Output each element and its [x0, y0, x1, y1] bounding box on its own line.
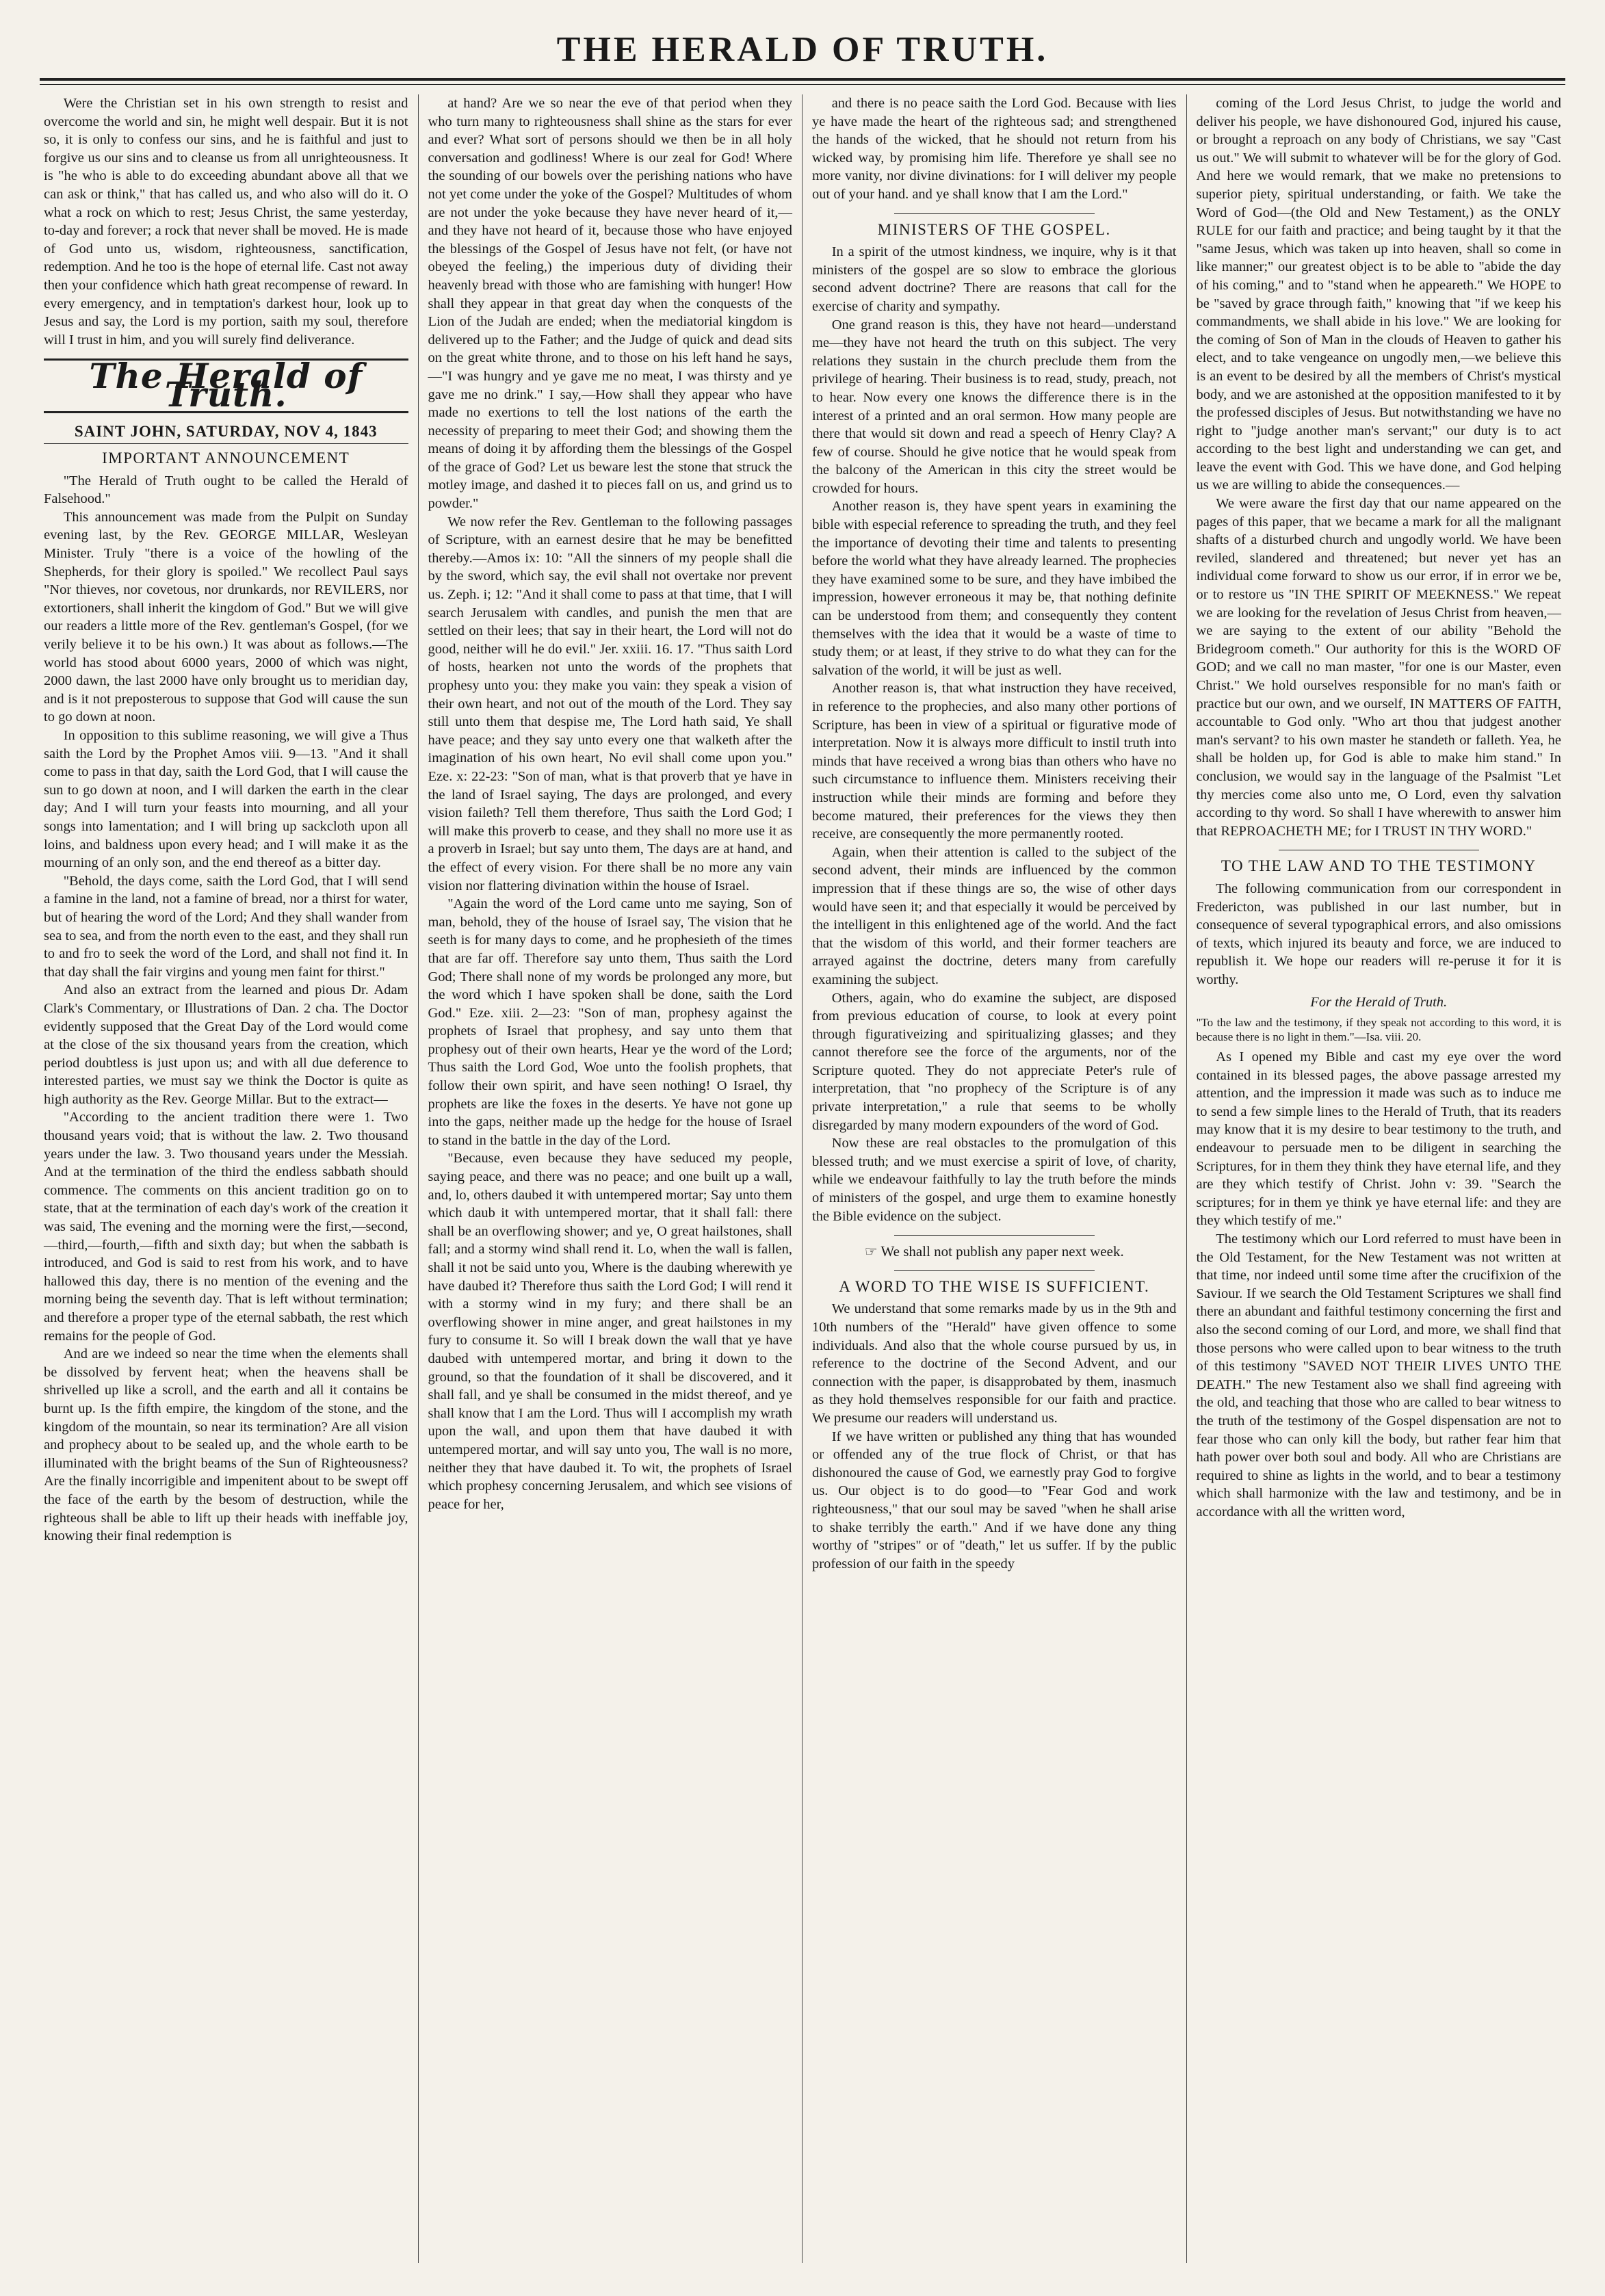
paragraph: "Behold, the days come, saith the Lord God, that I will send a famine in the land, not a famine of bread, nor a thirst for water, but of hearing the word of the Lord; And they shall wander from sea to sea, and from the north even to the east, and they shall run to and fro to seek the word of the Lord, and shall not find it. In that day shall the fair virgins and young men faint for thirst." — [44, 873, 408, 980]
paragraph: at hand? Are we so near the eve of that period when they who turn many to righteousness shall shine as the stars for ever and ever? What sort of persons should we then be in all holy conversation and godliness! Where is our zeal for God! Where the sounding of our bowels over the perishing nations who have not yet come under the yoke of the Gospel? Multitudes of whom are not under the yoke because they have never heard of it,—and they have not heard of it, because those who have enjoyed the blessings of the Gospel of Jesus have not felt, (or have not obeyed the feeling,) the imperious duty of dividing their heavenly bread with those who are famishing with hunger! How shall they appear in that great day when the conquests of the Lion of the Judah are ended; when the mediatorial kingdom is delivered up to the Father; and the Judge of quick and dead sits on the great white throne, and to those on his left hand he says,—"I was hungry and ye gave me no meat, I was thirsty and ye gave me no drink." I say,—How shall they appear who have made no exertions to tell the lost nations of the earth the necessity of preparing to meet their God; and showing them the means of doing it by affording them the blessings of the Gospel of the grace of God? Let us beware lest the stone that struck the motley image, and dashed it to pieces fall on us, and grind us to powder." — [428, 96, 792, 512]
column-4 — [1187, 94, 1571, 2263]
masthead-block — [44, 358, 408, 413]
paragraph: coming of the Lord Jesus Christ, to judge the world and deliver his people, we have dishonoured God, injured his cause, or brought a reproach on any body of Christians, we say "Cast us out." We will submit to whatever will be for the glory of God. And here we would remark, that we make no pretensions to superior piety, spiritual understanding, or faith. We take the Word of God—(the Old and New Testament,) as the ONLY RULE for our faith and practice; and being taught by it that the "same Jesus, which was taken up into heaven, shall so come in like manner;" our greatest object is to be able to "abide the day of his coming," and to "stand when he appeareth." We HOPE to be "saved by grace through faith," knowing that "if we keep his commandments, we shall abide in his love." We are looking for the coming of Son of Man in the clouds of Heaven to gather his elect, and to take vengeance on ungodly men,—we believe this is an event to be desired by all the members of Christ's mystical body, and we are astonished at the opposition manifested to it by the professed disciples of Jesus. But notwithstanding we have no right to "judge another man's servant;" our duty is to act according to the best light and understanding we can get, and leave the event with God. This we have done, and God helping us we are willing to abide the consequences.— — [1196, 96, 1561, 493]
paragraph: In a spirit of the utmost kindness, we inquire, why is it that ministers of the gospel are so slow to embrace the glorious second advent doctrine? There are reasons that call for the exercise of charity and sympathy. — [812, 244, 1177, 314]
paragraph: The following communication from our correspondent in Fredericton, was published in our last number, but in consequence of several typographical errors, and also omissions of texts, which injured its beauty and force, we are induced to republish it. We hope our readers will re-peruse it for it is worthy. — [1196, 880, 1561, 987]
paragraph: In opposition to this sublime reasoning, we will give a Thus saith the Lord by the Prophet Amos viii. 9—13. "And it shall come to pass in that day, saith the Lord God, that I will cause the sun to go down at noon, and I will darken the earth in the clear day; And I will turn your feasts into mourning, and all your songs into lamentation; and I will bring up sackcloth upon all loins, and baldness upon every head; and I will make it as the mourning of an only son, and the end thereof as a bitter day. — [44, 728, 408, 871]
section-rule — [894, 1235, 1095, 1236]
paragraph: Again, when their attention is called to the subject of the second advent, their minds are influenced by the common impression that if these things are so, the wise of other days would have seen it; and that especially it would be perceived by the intelligent in this enlightened age of the world. And the fact that the wisdom of this world, and their former teachers are arrayed against the doctrine, deters many from carefully examining the subject. — [812, 844, 1177, 987]
paragraph: This announcement was made from the Pulpit on Sunday evening last, by the Rev. GEORGE MILLAR, Wesleyan Minister. Truly "there is a voice of the howling of the Shepherds, for their glory is spoiled." We recollect Paul says "Nor thieves, nor covetous, nor drunkards, nor REVILERS, nor extortioners, shall inherit the kingdom of God." But we will give our readers a little more of the Rev. gentleman's Gospel, (for we verily believe it to be his own.) It was about as follows.—The world has stood about 6000 years, 2000 of which was night, 2000 dawn, the last 2000 have only brought us to meridian day, and is it not preposterous to suppose that God will cause the sun to go down at noon. — [44, 509, 408, 725]
paragraph: And are we indeed so near the time when the elements shall be dissolved by fervent heat; when the heavens shall be shrivelled up like a scroll, and the earth and all it contains be burnt up. Is the fifth empire, the kingdom of the stone, and the kingdom of the mountain, so near its termination? Are all vision and prophecy about to be sealed up, and the whole earth to be illuminated with the bright beams of the Sun of Righteousness? Are the finally incorrigible and impenitent about to be swept off the face of the earth by the besom of destruction, while the righteous shall be able to lift up their heads with ineffable joy, knowing their final redemption is — [44, 1346, 408, 1544]
section-rule — [894, 213, 1095, 214]
section-rule — [894, 1270, 1095, 1271]
column-3 — [802, 94, 1187, 2263]
columns — [34, 94, 1571, 2263]
paragraph: Were the Christian set in his own strength to resist and overcome the world and sin, he might well despair. But it is not so, it is only to confess our sins, and he is faithful and just to forgive us our sins and to cleanse us from all unrighteousness. It is "he who is able to do exceeding abundant above all that we can ask or think," that has called us, and who also will do it. O what a rock on which to rest; Jesus Christ, the same yesterday, to-day and forever; a rock that never shall be moved. He is made of God unto us, wisdom, righteousness, sanctification, redemption. And he too is the hope of eternal life. Cast not away then your confidence which hath great recompense of reward. In every emergency, and in temptation's darkest hour, look up to Jesus and say, the Lord is my portion, saith my soul, therefore will I trust in him, and you will surely find deliverance. — [44, 96, 408, 348]
motto: "To the law and the testimony, if they speak not according to this word, it is because there is no light in them."—Isa. viii. 20. — [1196, 1016, 1561, 1044]
paragraph: We now refer the Rev. Gentleman to the following passages of Scripture, with an earnest desire that he may be benefitted thereby.—Amos ix: 10: "All the sinners of my people shall die by the sword, which say, the evil shall not overtake nor prevent us. Zeph. i; 12: "And it shall come to pass at that time, that I will search Jerusalem with candles, and punish the men that are settled on their lees; that say in their heart, the Lord will not do good, neither will he do evil." Jer. xxiii. 16. 17. "Thus saith Lord of hosts, hearken not unto the words of the prophets that prophesy unto you: they make you vain: they speak a vision of their own heart, and not out of the mouth of the Lord. They say still unto them that despise me, The Lord hath said, Ye shall have peace; and they say unto every one that walketh after the imagination of his own heart, No evil shall come upon you." Eze. x: 22-23: "Son of man, what is that proverb that ye have in the land of Israel saying, The days are prolonged, and every vision faileth? Tell them therefore, Thus saith the Lord God; I will make this proverb to cease, and they shall no more use it as a proverb in Israel; but say unto them, The days are at hand, and the effect of every vision. For there shall be no more any vain vision nor flattering divination within the house of Israel. — [428, 514, 792, 893]
paragraph: And also an extract from the learned and pious Dr. Adam Clark's Commentary, or Illustrations of Dan. 2 cha. The Doctor evidently supposed that the Great Day of the Lord would come at the close of the six thousand years from the creation, which period doubtless is just upon us; and with all due deference to interested parties, we must say we think the Doctor is quite as high authority as the Rev. George Millar. But to the extract— — [44, 982, 408, 1107]
paragraph: and there is no peace saith the Lord God. Because with lies ye have made the heart of the righteous sad; and strengthened the hands of the wicked, that he should not return from his wicked way, by promising him life. Therefore ye shall see no more vanity, nor divine divinations: for I will deliver my people out of your hand. and ye shall know that I am the Lord." — [812, 96, 1177, 202]
paragraph: Another reason is, that what instruction they have received, in reference to the prophecies, and also many other portions of Scripture, has been in view of a spiritual or figurative mode of interpretation. Now it is always more difficult to instil truth into minds that have received a wrong bias than others who have no such circumstance to influence them. Ministers receiving their instruction while their minds are forming and before they become matured, their preferences for the views they then receive, are consequently the more permanently rooted. — [812, 681, 1177, 842]
notice: ☞ We shall not publish any paper next week. — [864, 1243, 1124, 1260]
paragraph: "Because, even because they have seduced my people, saying peace, and there was no peace; and one built up a wall, and, lo, others daubed it with untempered mortar; Say unto them which daub it with untempered mortar, that it shall fall: there shall be an overflowing shower; and ye, O great hailstones, shall fall; and a stormy wind shall rend it. Lo, when the wall is fallen, shall it not be said unto you, Where is the daubing wherewith ye have daubed it? Therefore thus saith the Lord God; I will rend it with a stormy wind in my fury; and there shall be an overflowing shower in mine anger, and great hailstones in my fury to consume it. So will I break down the wall that ye have daubed with untempered mortar, and bring it down to the ground, so that the foundation of it shall be discovered, and it shall fall, and ye shall be consumed in the midst thereof, and ye shall know that I am the Lord. Thus will I accomplish my wrath upon the wall, and upon them that have daubed it with untempered mortar, and will say unto you, The wall is no more, neither they that have daubed it. To wit, the prophets of Israel which prophesy concerning Jerusalem, and which see visions of peace for her, — [428, 1151, 792, 1512]
paragraph: As I opened my Bible and cast my eye over the word contained in its blessed pages, the above passage arrested my attention, and the impression it made was such as to induce me to send a few simple lines to the Herald of Truth, that its readers may know that it is my desire to bear testimony to the truth, and endeavour to persuade men to be diligent in searching the Scriptures, for in them they think they have eternal life, and they are they which testify of Christ. John v: 39. "Search the scriptures; for in them ye think ye have eternal life: and they are they which testify of me." — [1196, 1049, 1561, 1229]
section-title: A WORD TO THE WISE IS SUFFICIENT. — [839, 1277, 1150, 1295]
running-head: THE HERALD OF TRUTH. — [556, 30, 1049, 69]
head-rule — [40, 78, 1565, 85]
paragraph: The testimony which our Lord referred to must have been in the Old Testament, for the New Testament was not written at that time, nor indeed until some time after the crucifixion of the Saviour. If we search the Old Testament Scriptures we shall find there an abundant and faithful testimony concerning the first and also the second coming of our Lord, and more, we shall find that those persons who were called upon to bear witness to the truth of this testimony "SAVED NOT THEIR LIVES UNTO THE DEATH." The new Testament also we shall find agreeing with the old, and teaching that those who are called to bear witness to the truth of the testimony of the Gospel dispensation are not to fear those who can only kill the body, but rather fear him that hath power over both soul and body. All who are Christians are required to shine as lights in the world, and to bear a testimony which shall harmonize with the law and testimony, and be in accordance with all the written word, — [1196, 1231, 1561, 1519]
paragraph: Now these are real obstacles to the promulgation of this blessed truth; and we must exercise a spirit of love, of charity, while we endeavour faithfully to lay the truth before the minds of ministers of the gospel, and urge them to examine honestly the Bible evidence on the subject. — [812, 1136, 1177, 1224]
paragraph: One grand reason is this, they have not heard—understand me—they have not heard the truth on this subject. The very relations they sustain in the church preclude them from the privilege of hearing. Their business is to read, study, preach, not to hear. Now every one knows the difference there is in the interest of a printed and an oral sermon. How many people are there that would sit down and read a speech of Henry Clay? A few of course. Should he give notice that he would speak from the balcony of the American in this city the street would be crowded for hours. — [812, 317, 1177, 496]
column-2 — [419, 94, 803, 2263]
paragraph: Another reason is, they have spent years in examining the bible with especial reference to spreading the truth, and they feel the importance of devoting their time and talents to presenting before the world what they have already learned. The prophecies they have examined some to be sure, and they have imbibed the impression, however erroneous it may be, that nothing definite can be understood from them; and consequently they content themselves with the idea that it would be a waste of time to study them; or at least, if they strive to do what they can for the salvation of the world, it will be just as well. — [812, 499, 1177, 678]
section-title: MINISTERS OF THE GOSPEL. — [877, 220, 1111, 238]
paragraph: Others, again, who do examine the subject, are disposed from previous education of course, to look at every point through figurativeizing and spiritualizing glasses; and they cannot therefore see the force of the arguments, nor of the Scripture quoted. They do not appreciate Peter's rule of interpretation, that "no prophecy of the Scripture is of any private interpretation," a rule that seems to be wholly disregarded by many modern expounders of the word of God. — [812, 990, 1177, 1133]
dateline: SAINT JOHN, SATURDAY, NOV 4, 1843 — [44, 420, 408, 445]
paragraph: "The Herald of Truth ought to be called the Herald of Falsehood." — [44, 473, 408, 507]
column-1 — [34, 94, 419, 2263]
paragraph: We were aware the first day that our name appeared on the pages of this paper, that we became a mark for all the malignant shafts of a disturbed church and ungodly world. We have been reviled, slandered and threatened; but never yet has an individual come forward to show us our error, if in error we be, or to restore us "IN THE SPIRIT OF MEEKNESS." We repeat we are looking for the revelation of Jesus Christ from heaven,—we are saying to the extent of our ability "Behold the Bridegroom cometh." Our authority for this is the WORD OF GOD; and we call no man master, "for one is our Master, even Christ." We hold ourselves responsible for no man's faith or practice but our own, and we ourself, IN MATTERS OF FAITH, accountable to God only. "Who art thou that judgest another man's servant? to his own master he standeth or falleth. Yea, he shall be holden up, for God is able to make him stand." In conclusion, we would say in the language of the Psalmist "Let thy mercies come also unto me, O Lord, even thy salvation according to thy word. So shall I have wherewith to answer him that REPROACHETH ME; for I TRUST IN THY WORD." — [1196, 496, 1561, 839]
section-title: TO THE LAW AND TO THE TESTIMONY — [1221, 857, 1537, 875]
paragraph: We understand that some remarks made by us in the 9th and 10th numbers of the "Herald" have given offence to some individuals. And also that the whole course pursued by us, in reference to the doctrine of the Second Advent, and our connection with the paper, is disapprobated by them, inasmuch as they hold themselves responsible for our faith and practice. We presume our readers will understand us. — [812, 1301, 1177, 1426]
masthead: The Herald of Truth. — [89, 356, 363, 415]
section-title: IMPORTANT ANNOUNCEMENT — [102, 449, 350, 467]
signature: For the Herald of Truth. — [1310, 994, 1448, 1010]
paragraph: If we have written or published any thing that has wounded or offended any of the true flock of Christ, or that has dishonoured the cause of God, we earnestly pray God to forgive us. Our object is to do good—to "Fear God and work righteousness," that our soul may be saved "when he shall arise to shake terribly the earth." And if we have done any thing worthy of "stripes" or of "death," let us suffer. If by the public profession of our faith in the speedy — [812, 1429, 1177, 1571]
paragraph: "Again the word of the Lord came unto me saying, Son of man, behold, they of the house of Israel say, The vision that he seeth is for many days to come, and he prophesieth of the times that are far off. Therefore say unto them, Thus saith the Lord God; There shall none of my words be prolonged any more, but the word which I have spoken shall be done, saith the Lord God." Eze. xiii. 2—23: "Son of man, prophesy against the prophets of Israel that prophesy, and say unto them that prophesy out of their own hearts, Hear ye the word of the Lord; Thus saith the Lord God, Woe unto the foolish prophets, that follow their own spirit, and have seen nothing! O Israel, thy prophets are like the foxes in the deserts. Ye have not gone up into the gaps, neither made up the hedge for the house of Israel to stand in the battle in the day of the Lord. — [428, 896, 792, 1148]
paragraph: "According to the ancient tradition there were 1. Two thousand years void; that is without the law. 2. Two thousand years under the law. 3. Two thousand years under the Messiah. And at the termination of the third the endless sabbath should commence. The comments on this ancient tradition go on to state, that at the termination of each day's work of the creation it was said, The evening and the morning were the first,—second,—third,—fourth,—fifth and sixth day; but when the sabbath is introduced, and God is said to rest from his work, and to have hallowed this day, there is no mention of the evening and the morning being the seventh day. That is left without termination; and therefore a proper type of the eternal sabbath, the rest which remains for the people of God. — [44, 1110, 408, 1344]
